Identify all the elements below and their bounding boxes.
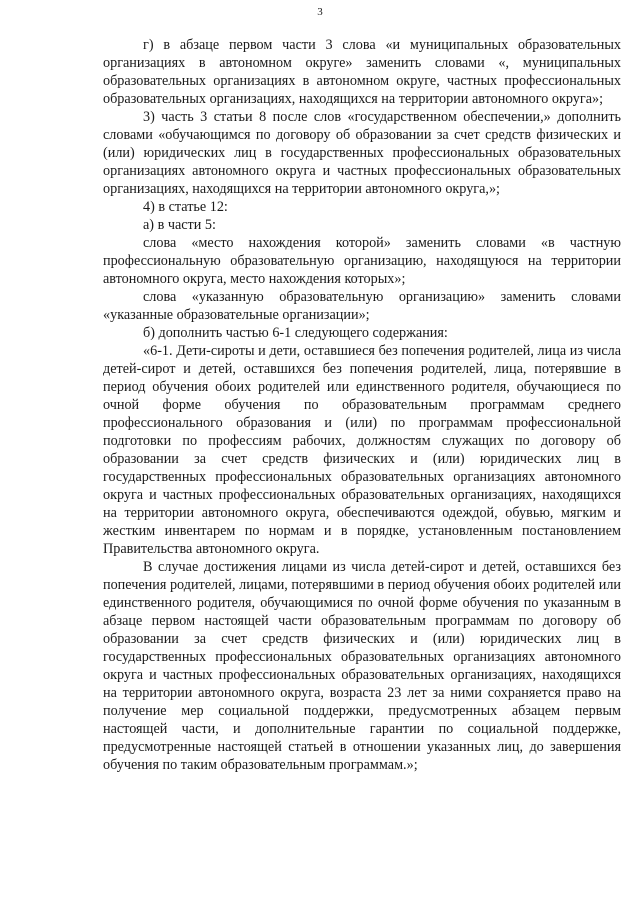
page-number: 3	[317, 6, 323, 18]
paragraph-words-organization: слова «указанную образовательную организацию» заменить словами «указанные образовательные организации»;	[103, 289, 621, 323]
document-body	[103, 36, 621, 774]
paragraph-amendment-4a: а) в части 5:	[143, 217, 216, 233]
paragraph-part-6-1: «6-1. Дети-сироты и дети, оставшиеся без попечения родителей, лица из числа детей-сирот и детей, оставшихся без попечения родителей, лица, потерявшие в период обучения обоих родителей или единственного родителя, обучающиеся по очной форме обучения по образовательным программам среднего профессионального образования и (или) по программам профессиональной подготовки по профессиям рабочих, должностям служащих по договору об образовании за счет средств физических и (или) юридических лиц в государственных профессиональных образовательных организациях автономного округа и частных профессиональных образовательных организациях, находящихся на территории автономного округа, обеспечиваются одеждой, обувью, мягким и жестким инвентарем по нормам и в порядке, установленным постановлением Правительства автономного округа.	[103, 343, 621, 557]
paragraph-amendment-4: 4) в статье 12:	[143, 199, 228, 215]
paragraph-amendment-g: г) в абзаце первом части 3 слова «и муниципальных образовательных организациях в автономном округе» заменить словами «, муниципальных образовательных организациях в автономном округе, частных профессиональных образовательных организациях, находящихся на территории автономного округа»;	[103, 37, 621, 107]
paragraph-amendment-3: 3) часть 3 статьи 8 после слов «государственном обеспечении,» дополнить словами «обучающимся по договору об образовании за счет средств физических и (или) юридических лиц в государственных профессиональных образовательных организациях автономного округа и частных профессиональных образовательных организациях, находящихся на территории автономного округа,»;	[103, 109, 621, 197]
paragraph-amendment-4b: б) дополнить частью 6-1 следующего содержания:	[143, 325, 448, 341]
paragraph-part-6-1-continued: В случае достижения лицами из числа детей-сирот и детей, оставшихся без попечения родителей, лицами, потерявшими в период обучения обоих родителей или единственного родителя, обучающимися по очной форме обучения по указанным в абзаце первом настоящей части образовательным программам по договору об образовании за счет средств физических и (или) юридических лиц в государственных профессиональных образовательных организациях автономного округа и частных профессиональных образовательных организациях, находящихся на территории автономного округа, возраста 23 лет за ними сохраняется право на получение мер социальной поддержки, предусмотренных абзацем первым настоящей части, и дополнительные гарантии по социальной поддержке, предусмотренные настоящей статьей в отношении указанных лиц, до завершения обучения по таким образовательным программам.»;	[103, 559, 621, 773]
paragraph-words-location: слова «место нахождения которой» заменить словами «в частную профессиональную образовательную организацию, находящуюся на территории автономного округа, место нахождения которых»;	[103, 235, 621, 287]
